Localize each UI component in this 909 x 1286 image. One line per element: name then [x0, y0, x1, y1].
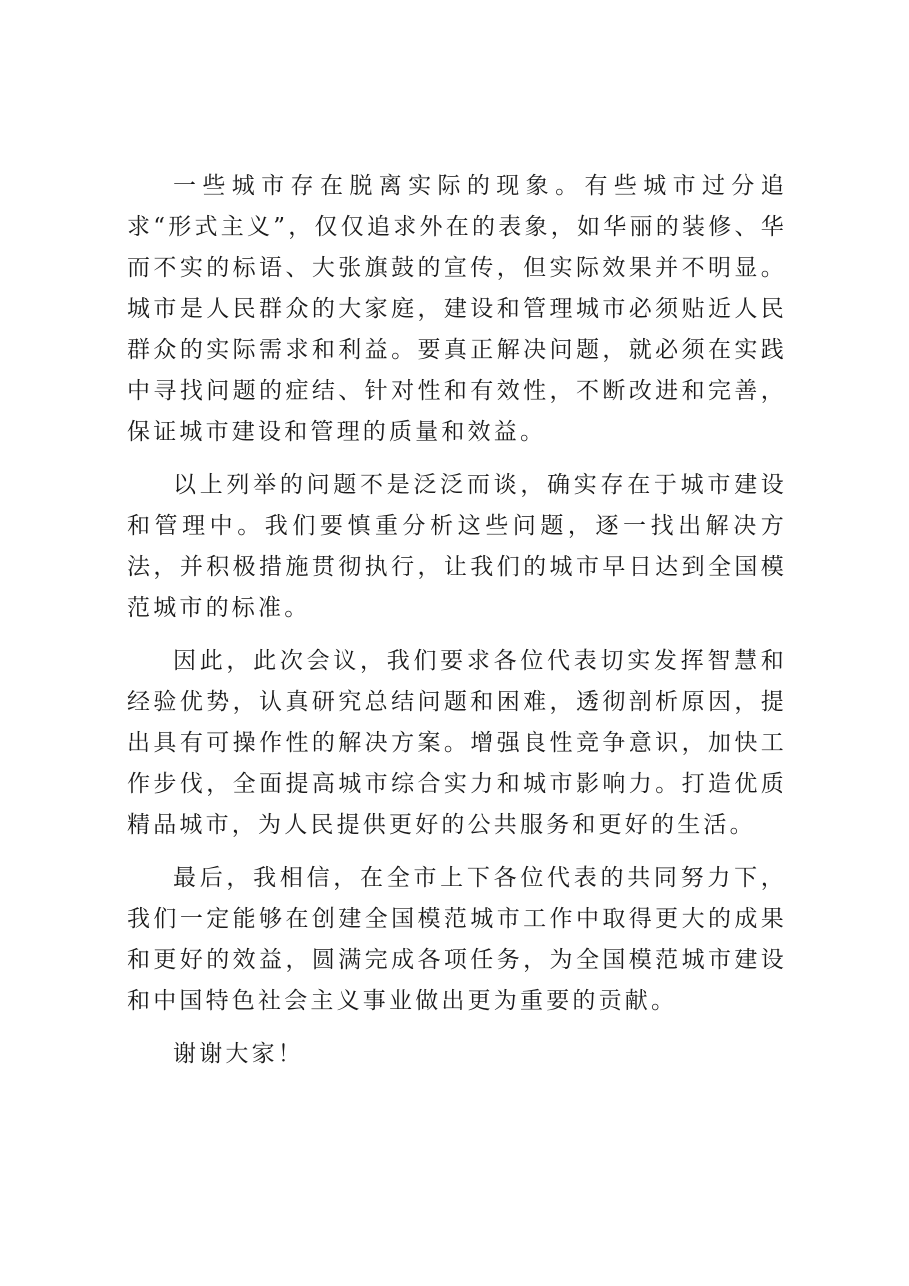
paragraph-problem-summary: 以上列举的问题不是泛泛而谈，确实存在于城市建设和管理中。我们要慎重分析这些问题，逐一找出解决方法，并积极措施贯彻执行，让我们的城市早日达到全国模范城市的标准。 [127, 472, 787, 621]
paragraph-closing-belief: 最后，我相信，在全市上下各位代表的共同努力下，我们一定能够在创建全国模范城市工作中取得更大的成果和更好的效益，圆满完成各项任务，为全国模范城市建设和中国特色社会主义事业做出更为重要的贡献。 [127, 865, 787, 1014]
paragraph-problem-formalism: 一些城市存在脱离实际的现象。有些城市过分追求“形式主义”，仅仅追求外在的表象，如华丽的装修、华而不实的标语、大张旗鼓的宣传，但实际效果并不明显。城市是人民群众的大家庭，建设和管理城市必须贴近人民群众的实际需求和利益。要真正解决问题，就必须在实践中寻找问题的症结、针对性和有效性，不断改进和完善，保证城市建设和管理的质量和效益。 [127, 173, 787, 445]
paragraph-thanks: 谢谢大家！ [173, 1041, 304, 1067]
paragraph-meeting-requirements: 因此，此次会议，我们要求各位代表切实发挥智慧和经验优势，认真研究总结问题和困难，透彻剖析原因，提出具有可操作性的解决方案。增强良性竞争意识，加快工作步伐，全面提高城市综合实力和城市影响力。打造优质精品城市，为人民提供更好的公共服务和更好的生活。 [127, 648, 787, 838]
document-body [127, 166, 787, 1087]
